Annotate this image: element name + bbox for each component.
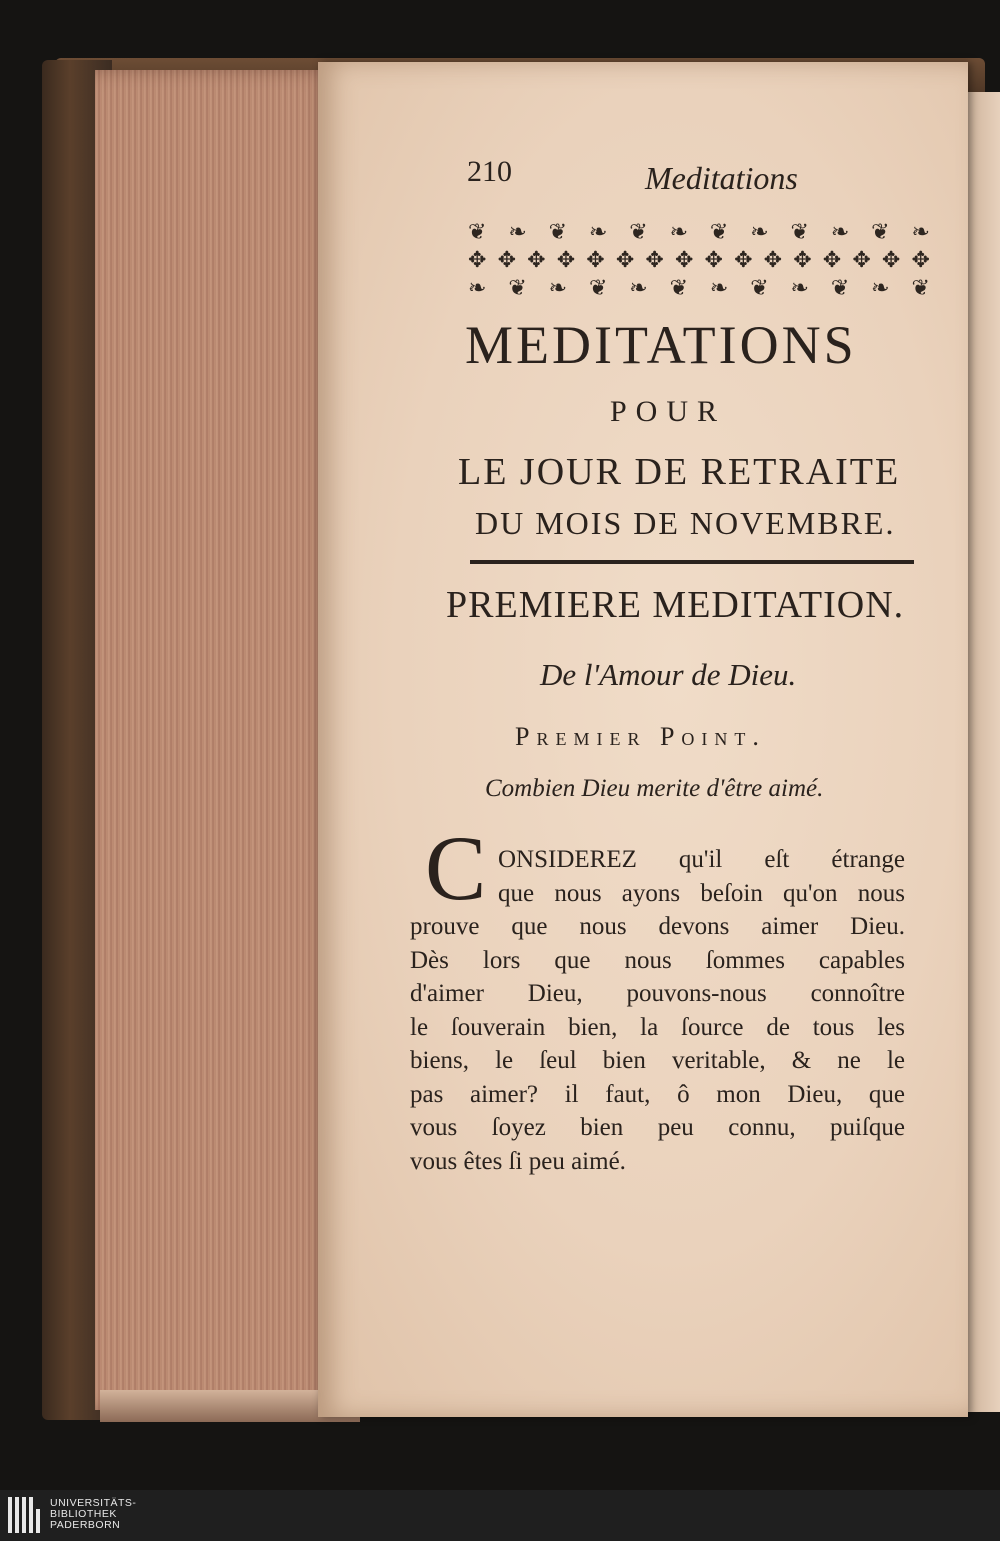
- body-line: vous êtes ſi peu aimé.: [410, 1147, 626, 1175]
- printers-ornament-icon: ❦ ❧ ❦ ❧ ❦ ❧ ❦ ❧ ❦ ❧ ❦ ❧ ✥ ✥ ✥ ✥ ✥ ✥ ✥ ✥ ✥ ✥ ✥ ✥ ✥ ✥ ✥ ✥ ❧ ❦ ❧ ❦ ❧ ❦ ❧ ❦ ❧ ❦ ❧ ❦: [468, 219, 930, 300]
- horizontal-rule: [470, 560, 914, 564]
- meditation-heading: PREMIERE MEDITATION.: [446, 584, 905, 626]
- library-footer: [0, 1490, 1000, 1541]
- drop-capital: C: [425, 817, 487, 919]
- facing-page-edge: [964, 92, 1000, 1412]
- page-stack-edge: [95, 70, 335, 1410]
- library-name-line: PADERBORN: [50, 1519, 121, 1531]
- body-paragraph: [410, 843, 905, 1178]
- library-name-line: UNIVERSITÄTS-: [50, 1497, 137, 1509]
- page-number: 210: [467, 155, 512, 188]
- body-line: vous ſoyez bien peu connu, puiſque: [410, 1114, 905, 1141]
- body-line: pas aimer? il faut, ô mon Dieu, que: [410, 1080, 905, 1108]
- body-line: biens, le ſeul bien veritable, & ne le: [410, 1047, 905, 1074]
- body-line: prouve que nous devons aimer Dieu.: [410, 913, 905, 940]
- title-pour: POUR: [610, 395, 727, 428]
- meditation-subject: De l'Amour de Dieu.: [540, 657, 797, 692]
- library-barcode-logo-icon: [8, 1497, 44, 1533]
- title-main: MEDITATIONS: [465, 315, 857, 375]
- title-mois: DU MOIS DE NOVEMBRE.: [475, 505, 896, 541]
- library-name-line: BIBLIOTHEK: [50, 1508, 117, 1520]
- point-subject: Combien Dieu merite d'être aimé.: [485, 775, 824, 802]
- body-line: que nous ayons beſoin qu'on nous: [498, 879, 905, 907]
- point-heading: Premier Point.: [515, 722, 766, 751]
- body-line: ONSIDEREZ qu'il eſt étrange: [498, 846, 905, 873]
- body-line: d'aimer Dieu, pouvons-nous connoître: [410, 980, 905, 1007]
- body-line: le ſouverain bien, la ſource de tous les: [410, 1013, 905, 1041]
- title-jour: LE JOUR DE RETRAITE: [458, 451, 901, 493]
- running-head-title: Meditations: [645, 160, 798, 196]
- body-line: Dès lors que nous ſommes capables: [410, 946, 905, 974]
